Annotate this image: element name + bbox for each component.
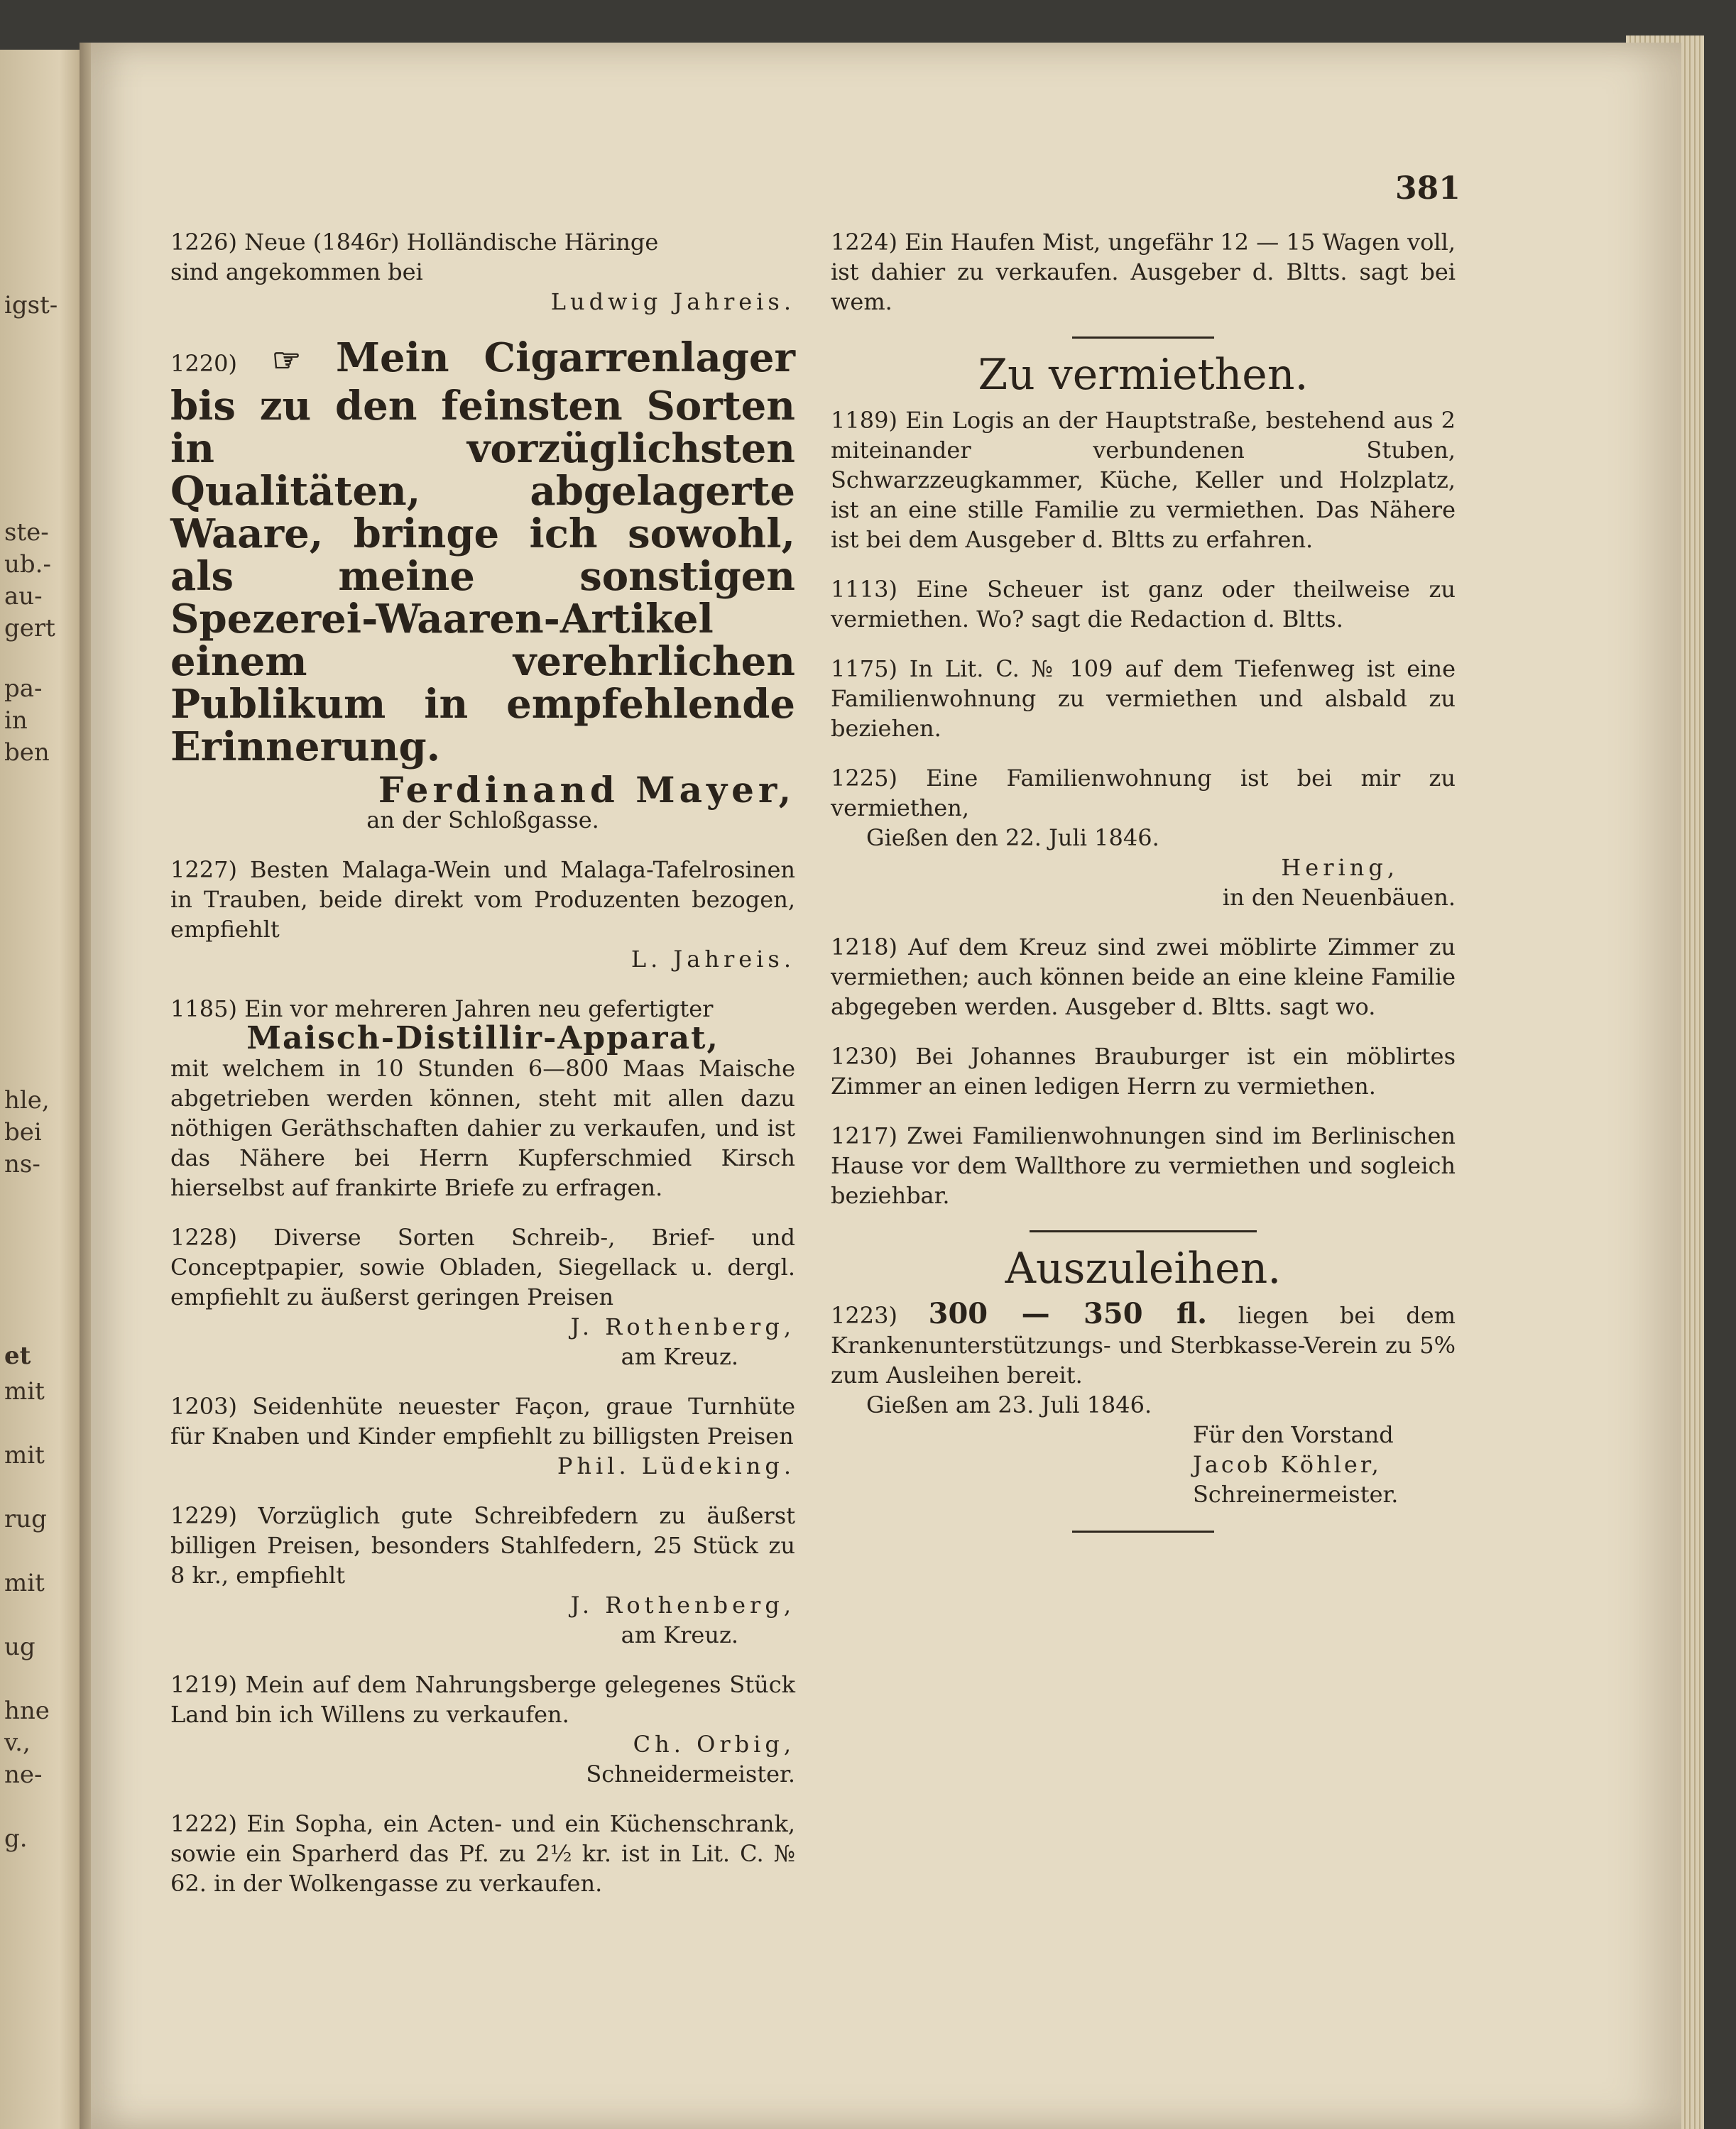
entry-occupation: Schneidermeister. xyxy=(586,1761,795,1788)
margin-fragment: igst- xyxy=(4,291,58,319)
entry-1218 xyxy=(831,932,1456,1022)
entry-signature: Phil. Lüdeking. xyxy=(557,1452,795,1479)
entry-1229 xyxy=(170,1501,795,1650)
entry-text: 1226) Neue (1846r) Holländische Häringe xyxy=(170,229,659,256)
entry-1224 xyxy=(831,227,1456,317)
entry-text: 1218) Auf dem Kreuz sind zwei möblirte Zimmer zu vermiethen; auch können beide an eine kleine Familie abgegeben werden. Ausgeber d. Bltts. sagt wo. xyxy=(831,934,1456,1020)
entry-1185 xyxy=(170,994,795,1203)
entry-address: in den Neuenbäuen. xyxy=(1222,884,1456,911)
entry-text: 1230) Bei Johannes Brauburger ist ein möblirtes Zimmer an einen ledigen Herrn zu vermiethen. xyxy=(831,1043,1456,1100)
entry-text: 1217) Zwei Familienwohnungen sind im Berlinischen Hause vor dem Wallthore zu vermiethen und sogleich beziehbar. xyxy=(831,1122,1456,1209)
entry-address: an der Schloßgasse. xyxy=(366,806,599,833)
margin-fragment: hle, xyxy=(4,1086,50,1115)
entry-1223 xyxy=(831,1299,1456,1509)
entry-1227 xyxy=(170,855,795,974)
margin-fragment: mit xyxy=(4,1569,45,1597)
margin-fragment: v., xyxy=(4,1729,31,1757)
entry-text: 1219) Mein auf dem Nahrungsberge gelegenes Stück Land bin ich Willens zu verkaufen. xyxy=(170,1671,795,1728)
entry-1225 xyxy=(831,763,1456,912)
section-title-zu-vermiethen: Zu vermiethen. xyxy=(978,350,1309,400)
entry-headline: Maisch-Distillir-Apparat, xyxy=(246,1020,719,1056)
entry-signature: Ludwig Jahreis. xyxy=(550,288,795,315)
entry-1189 xyxy=(831,405,1456,554)
divider xyxy=(1030,1230,1257,1232)
entry-text: 1113) Eine Scheuer ist ganz oder theilweise zu vermiethen. Wo? sagt die Redaction d. Bltts. xyxy=(831,576,1456,633)
margin-fragment: gert xyxy=(4,614,55,642)
entry-address: am Kreuz. xyxy=(621,1621,738,1648)
section-title-auszuleihen: Auszuleihen. xyxy=(1005,1244,1282,1293)
entry-1230 xyxy=(831,1041,1456,1101)
entry-text: 1203) Seidenhüte neuester Façon, graue Turnhüte für Knaben und Kinder empfiehlt zu billigsten Preisen xyxy=(170,1393,795,1450)
page-number: 381 xyxy=(1395,170,1461,207)
right-column xyxy=(831,227,1456,1554)
left-column xyxy=(170,227,795,1918)
entry-1203 xyxy=(170,1391,795,1481)
entry-signature: Ch. Orbig, xyxy=(633,1731,795,1758)
loan-amount: 300 — 350 fl. xyxy=(928,1297,1208,1330)
entry-1219 xyxy=(170,1670,795,1789)
entry-signature: J. Rothenberg, xyxy=(570,1313,795,1340)
entry-1113 xyxy=(831,574,1456,634)
entry-text: 1175) In Lit. C. № 109 auf dem Tiefenweg ist eine Familienwohnung zu vermiethen und alsbald zu beziehen. xyxy=(831,655,1456,742)
margin-fragment: g. xyxy=(4,1824,28,1853)
entry-signature: J. Rothenberg, xyxy=(570,1592,795,1619)
margin-fragment: rug xyxy=(4,1505,47,1533)
margin-fragment: bei xyxy=(4,1118,42,1146)
divider xyxy=(1072,336,1214,339)
entry-text: Mein Cigarrenlager bis zu den feinsten Sorten in vorzüglichsten Qualitäten, abgelagerte Waare, bringe ich sowohl, als meine sonstigen Spezerei-Waaren-Artikel einem verehrlichen Publikum in empfehlende Erinnerung. xyxy=(170,334,796,770)
entry-text: sind angekommen bei xyxy=(170,258,423,285)
entry-address: am Kreuz. xyxy=(621,1343,738,1370)
margin-fragment: ug xyxy=(4,1633,36,1661)
entry-signature-line: Für den Vorstand xyxy=(1193,1421,1394,1448)
entry-text: 1185) Ein vor mehreren Jahren neu gefertigter xyxy=(170,995,714,1022)
entry-1226 xyxy=(170,227,795,317)
margin-fragment: ste- xyxy=(4,518,49,547)
entry-signature: Jacob Köhler, xyxy=(1193,1451,1382,1478)
divider xyxy=(1072,1531,1214,1533)
margin-fragment: et xyxy=(4,1342,31,1370)
margin-fragment: pa- xyxy=(4,674,43,703)
entry-1220 xyxy=(170,336,795,835)
entry-text: mit welchem in 10 Stunden 6—800 Maas Maische abgetrieben werden können, steht mit allen dazu nöthigen Geräthschaften dahier zu verkaufen, und ist das Nähere bei Herrn Kupferschmied Kirsch hierselbst auf frankirte Briefe zu erfragen. xyxy=(170,1055,795,1201)
entry-text: liegen bei dem Krankenunterstützungs- und Sterbkasse-Verein zu 5% zum Ausleihen bereit. xyxy=(831,1302,1456,1389)
entry-text: 1229) Vorzüglich gute Schreibfedern zu äußerst billigen Preisen, besonders Stahlfedern, 25 Stück zu 8 kr., empfiehlt xyxy=(170,1502,795,1589)
margin-fragment: ne- xyxy=(4,1761,43,1789)
entry-number: 1223) xyxy=(831,1302,897,1329)
margin-fragment: mit xyxy=(4,1441,45,1469)
entry-text: 1224) Ein Haufen Mist, ungefähr 12 — 15 Wagen voll, ist dahier zu verkaufen. Ausgeber d. Bltts. sagt bei wem. xyxy=(831,229,1456,315)
margin-fragment: mit xyxy=(4,1377,45,1406)
entry-1217 xyxy=(831,1121,1456,1210)
left-page-edge xyxy=(0,50,85,2129)
margin-fragment: ben xyxy=(4,738,50,767)
entry-text: 1189) Ein Logis an der Hauptstraße, bestehend aus 2 miteinander verbundenen Stuben, Schwarzzeugkammer, Küche, Keller und Holzplatz, ist an eine stille Familie zu vermiethen. Das Nähere ist bei dem Ausgeber d. Bltts zu erfahren. xyxy=(831,407,1456,553)
entry-text: 1222) Ein Sopha, ein Acten- und ein Küchenschrank, sowie ein Sparherd das Pf. zu 2½ kr. ist in Lit. C. № 62. in der Wolkengasse zu verkaufen. xyxy=(170,1810,795,1897)
entry-number: 1220) xyxy=(170,350,237,377)
entry-text: 1228) Diverse Sorten Schreib-, Brief- und Conceptpapier, sowie Obladen, Siegellack u. dergl. empfiehlt zu äußerst geringen Preisen xyxy=(170,1224,795,1310)
pointing-hand-icon: ☞ xyxy=(271,341,302,379)
entry-text: 1227) Besten Malaga-Wein und Malaga-Tafelrosinen in Trauben, beide direkt vom Produzenten bezogen, empfiehlt xyxy=(170,856,795,943)
entry-text: 1225) Eine Familienwohnung ist bei mir zu vermiethen, xyxy=(831,765,1456,821)
margin-fragment: in xyxy=(4,706,28,735)
margin-fragment: ns- xyxy=(4,1150,40,1178)
entry-occupation: Schreinermeister. xyxy=(1193,1481,1399,1508)
margin-fragment: au- xyxy=(4,582,43,611)
entry-date: Gießen am 23. Juli 1846. xyxy=(866,1391,1152,1418)
entry-1175 xyxy=(831,654,1456,743)
entry-1222 xyxy=(170,1809,795,1898)
entry-signature: Hering, xyxy=(1281,854,1399,881)
entry-signature: L. Jahreis. xyxy=(630,946,795,973)
entry-date: Gießen den 22. Juli 1846. xyxy=(866,824,1159,851)
entry-1228 xyxy=(170,1222,795,1372)
entry-signature: Ferdinand Mayer, xyxy=(378,769,795,811)
margin-fragment: ub.- xyxy=(4,550,51,579)
margin-fragment: hne xyxy=(4,1697,50,1725)
